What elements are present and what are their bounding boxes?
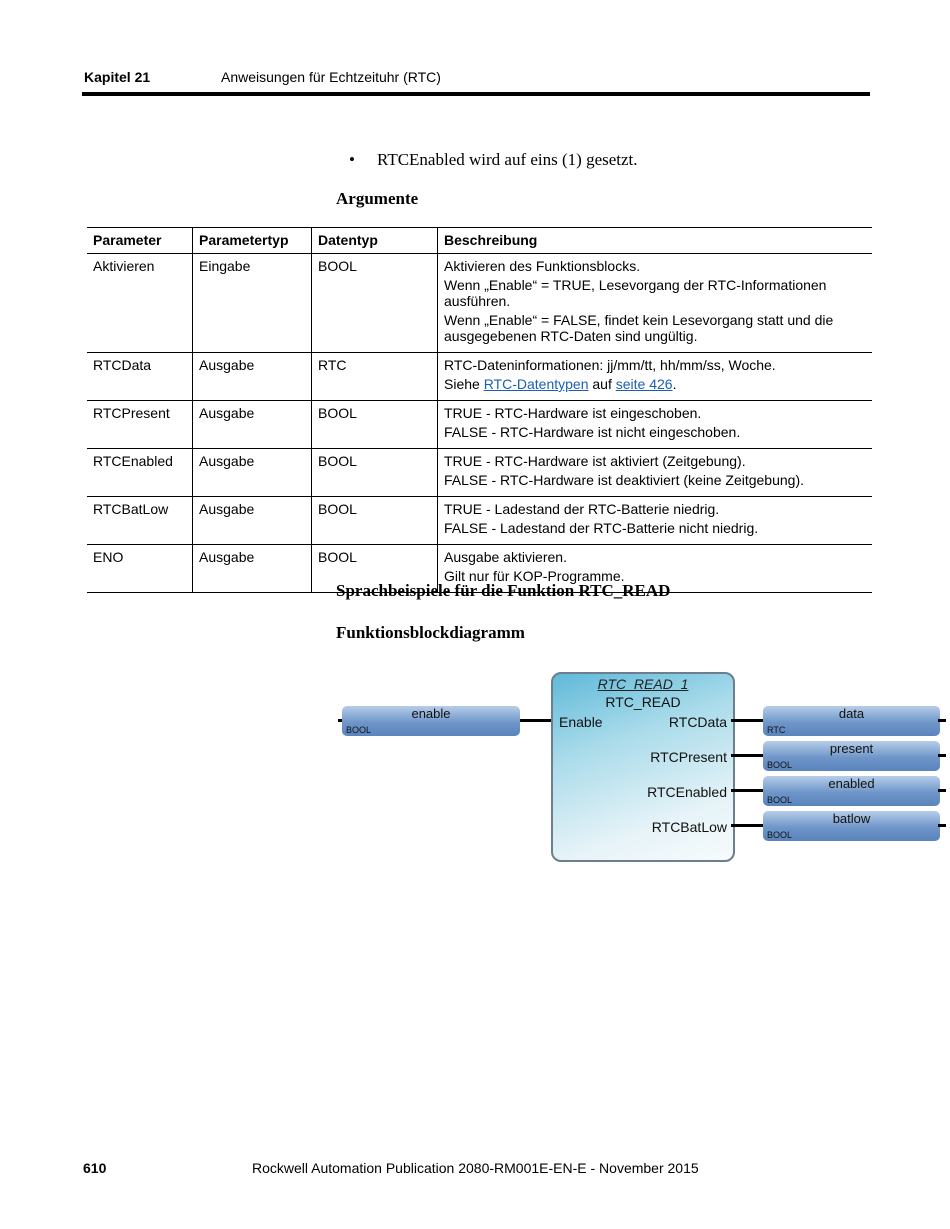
arguments-table <box>87 227 872 593</box>
examples-heading: Sprachbeispiele für die Funktion RTC_READ <box>336 581 671 600</box>
desc-line: Ausgabe aktivieren. <box>444 549 567 565</box>
var-name: batlow <box>832 811 871 826</box>
cell-ptype: Ausgabe <box>193 401 312 449</box>
rtcbatlow-wire <box>731 824 764 827</box>
cell-dtype: RTC <box>312 353 438 401</box>
header-parameter: Parameter <box>87 228 193 254</box>
cell-ptype: Ausgabe <box>193 497 312 545</box>
header-rule <box>82 92 870 96</box>
output-variable-data[interactable] <box>763 706 940 736</box>
desc-see-line <box>444 376 866 392</box>
arguments-heading: Argumente <box>336 189 419 208</box>
desc-line: Aktivieren des Funktionsblocks. <box>444 258 641 274</box>
table-row <box>87 401 872 449</box>
data-right-stub <box>938 719 946 722</box>
table-row <box>87 497 872 545</box>
var-type: BOOL <box>346 725 372 735</box>
table-row <box>87 353 872 401</box>
desc-line: FALSE - Ladestand der RTC-Batterie nicht niedrig. <box>444 520 759 536</box>
enabled-right-stub <box>938 789 946 792</box>
batlow-right-stub <box>938 824 946 827</box>
var-name: enable <box>411 706 451 721</box>
var-type: BOOL <box>767 760 793 770</box>
cell-desc <box>438 401 873 449</box>
input-variable-enable[interactable] <box>342 706 520 736</box>
table-row <box>87 254 872 353</box>
see-end: . <box>672 376 677 392</box>
cell-ptype: Eingabe <box>193 254 312 353</box>
header-parametertyp: Parametertyp <box>193 228 312 254</box>
pin-rtcdata: RTCData <box>668 714 727 730</box>
block-instance-name: RTC_READ_1 <box>597 676 689 692</box>
var-type: BOOL <box>767 830 793 840</box>
pin-enable: Enable <box>559 714 603 730</box>
header-datentyp: Datentyp <box>312 228 438 254</box>
rtcpresent-wire <box>731 754 764 757</box>
cell-ptype: Ausgabe <box>193 545 312 593</box>
pin-rtcpresent: RTCPresent <box>650 749 727 765</box>
desc-line: TRUE - Ladestand der RTC-Batterie niedrig. <box>444 501 720 517</box>
cell-param: RTCEnabled <box>87 449 193 497</box>
var-type: RTC <box>767 725 786 735</box>
var-name: present <box>829 741 874 756</box>
cell-dtype: BOOL <box>312 545 438 593</box>
cell-param: ENO <box>87 545 193 593</box>
chapter-label: Kapitel 21 <box>84 69 151 85</box>
cell-dtype: BOOL <box>312 497 438 545</box>
page-number: 610 <box>83 1160 107 1176</box>
cell-param: RTCPresent <box>87 401 193 449</box>
pin-rtcbatlow: RTCBatLow <box>651 819 727 835</box>
diagram-heading: Funktionsblockdiagramm <box>336 623 525 642</box>
bullet-dot: • <box>349 150 355 169</box>
cell-ptype: Ausgabe <box>193 353 312 401</box>
var-name: enabled <box>828 776 875 791</box>
desc-line: TRUE - RTC-Hardware ist aktiviert (Zeitgebung). <box>444 453 746 469</box>
cell-dtype: BOOL <box>312 401 438 449</box>
page-426-link[interactable]: seite 426 <box>615 376 673 392</box>
table-header-row <box>87 228 872 254</box>
cell-desc <box>438 449 873 497</box>
output-variable-batlow[interactable] <box>763 811 940 841</box>
desc-line: FALSE - RTC-Hardware ist nicht eingeschoben. <box>444 424 741 440</box>
desc-line: FALSE - RTC-Hardware ist deaktiviert (keine Zeitgebung). <box>444 472 804 488</box>
output-variable-enabled[interactable] <box>763 776 940 806</box>
desc-line: RTC-Dateninformationen: jj/mm/tt, hh/mm/ss, Woche. <box>444 357 776 373</box>
var-type: BOOL <box>767 795 793 805</box>
cell-param: RTCBatLow <box>87 497 193 545</box>
desc-line: Gilt nur für KOP-Programme. <box>444 568 625 584</box>
cell-desc <box>438 353 873 401</box>
var-name: data <box>838 706 865 721</box>
cell-desc <box>438 254 873 353</box>
desc-line: TRUE - RTC-Hardware ist eingeschoben. <box>444 405 702 421</box>
rtc-read-block[interactable] <box>551 672 735 862</box>
pin-rtcenabled: RTCEnabled <box>647 784 727 800</box>
rtcdata-wire <box>731 719 764 722</box>
rtcenabled-wire <box>731 789 764 792</box>
block-type-name: RTC_READ <box>605 694 681 710</box>
publication-info: Rockwell Automation Publication 2080-RM001E-EN-E - November 2015 <box>252 1160 699 1176</box>
desc-line: Wenn „Enable“ = TRUE, Lesevorgang der RTC-Informationen ausführen. <box>444 277 827 309</box>
cell-param: Aktivieren <box>87 254 193 353</box>
output-variable-present[interactable] <box>763 741 940 771</box>
cell-dtype: BOOL <box>312 254 438 353</box>
chapter-title: Anweisungen für Echtzeituhr (RTC) <box>221 69 441 85</box>
see-mid: auf <box>588 376 616 392</box>
table-row <box>87 449 872 497</box>
bullet-text: RTCEnabled wird auf eins (1) gesetzt. <box>377 150 638 169</box>
cell-dtype: BOOL <box>312 449 438 497</box>
enable-wire <box>520 719 553 722</box>
cell-desc <box>438 497 873 545</box>
cell-param: RTCData <box>87 353 193 401</box>
cell-ptype: Ausgabe <box>193 449 312 497</box>
bullet-item <box>349 150 638 170</box>
see-prefix: Siehe <box>444 376 484 392</box>
header-beschreibung: Beschreibung <box>438 228 873 254</box>
desc-line: Wenn „Enable“ = FALSE, findet kein Lesevorgang statt und die ausgegebenen RTC-Daten sind ungültig. <box>444 312 834 344</box>
present-right-stub <box>938 754 946 757</box>
rtc-datentypen-link[interactable]: RTC-Datentypen <box>483 376 589 392</box>
